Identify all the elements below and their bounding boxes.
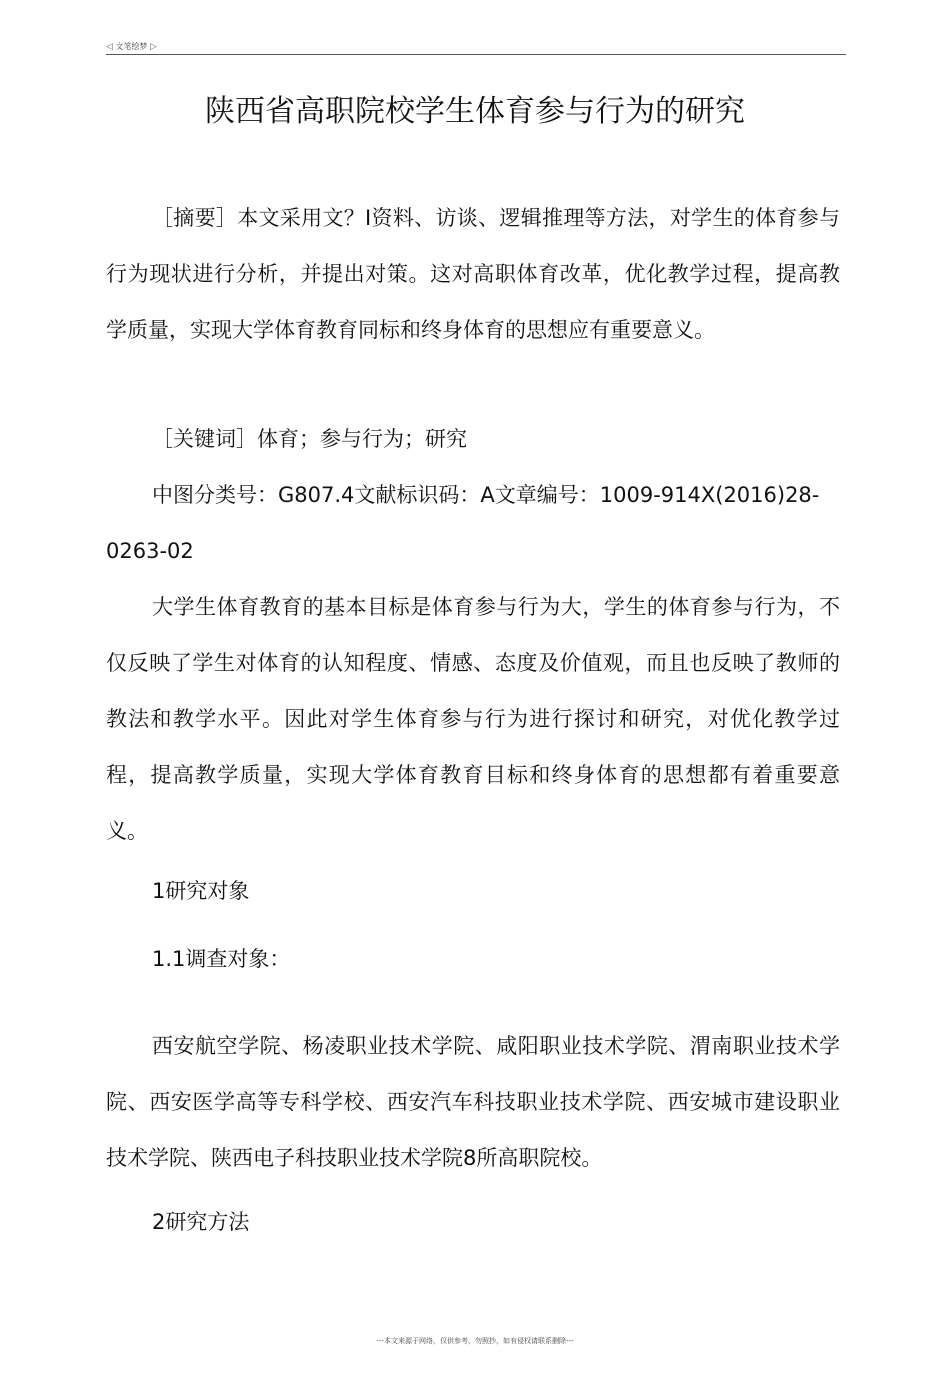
subsection-heading-1-1: 1.1调查对象： xyxy=(152,947,291,971)
abstract-paragraph: ［摘要］本文采用文？I资料、访谈、逻辑推理等方法，对学生的体育参与行为现状进行分析，并提出对策。这对高职体育改革，优化教学过程，提高教学质量，实现大学体育教育同标和终身体育的思想应有重要意义。 xyxy=(106,206,840,342)
page-footer: ---本文来源于网络，仅供参考，勿照抄，如有侵权请联系删除--- xyxy=(376,1337,574,1345)
classification-line-continued: 0263-02 xyxy=(106,539,194,563)
right-triangle-icon: ▷ xyxy=(150,42,157,52)
schools-paragraph: 西安航空学院、杨凌职业技术学院、咸阳职业技术学院、渭南职业技术学院、西安医学高等专科学校、西安汽车科技职业技术学院、西安城市建设职业技术学院、陕西电子科技职业技术学院8所高职院校。 xyxy=(106,1034,840,1170)
section-heading-2: 2研究方法 xyxy=(152,1210,250,1234)
keywords-line: ［关键词］体育；参与行为；研究 xyxy=(152,427,467,451)
left-triangle-icon: ◁ xyxy=(106,42,113,52)
intro-paragraph: 大学生体育教育的基本目标是体育参与行为大，学生的体育参与行为，不仅反映了学生对体育的认知程度、情感、态度及价值观，而且也反映了教师的教法和教学水平。因此对学生体育参与行为进行探讨和研究，对优化教学过程，提高教学质量，实现大学体育教育目标和终身体育的思想都有着重要意义。 xyxy=(106,595,840,843)
classification-line: 中图分类号：G807.4文献标识码：A文章编号：1009-914X(2016)28- xyxy=(152,483,820,507)
section-heading-1: 1研究对象 xyxy=(152,879,250,903)
header-rule xyxy=(106,54,846,55)
document-title: 陕西省高职院校学生体育参与行为的研究 xyxy=(205,94,745,129)
page-header xyxy=(106,40,846,54)
header-brand: 文笔绘梦 xyxy=(115,42,148,51)
